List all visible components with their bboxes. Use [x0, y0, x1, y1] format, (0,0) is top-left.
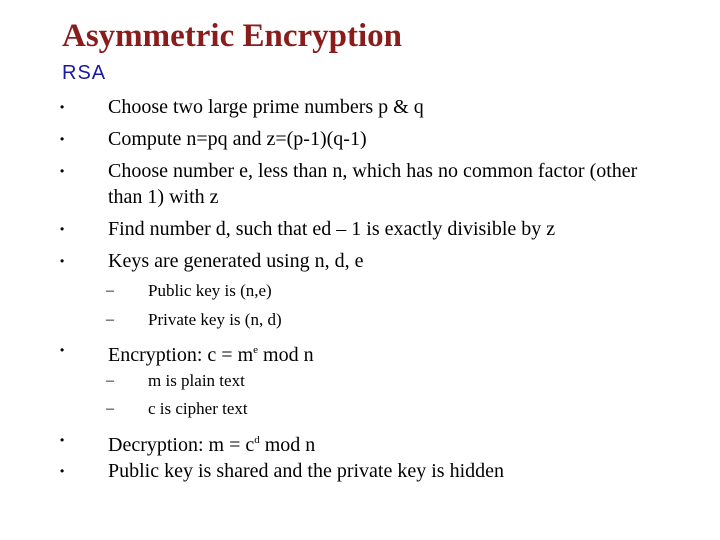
bullet-marker: • — [60, 164, 65, 178]
bullet-text-continued: than 1) with z — [108, 186, 219, 208]
bullet-text: Find number d, such that ed – 1 is exactly divisible by z — [108, 218, 556, 240]
sub-bullet-dash: – — [106, 372, 114, 389]
slide-title: Asymmetric Encryption — [62, 18, 403, 54]
bullet-text: Public key is shared and the private key is hidden — [108, 460, 505, 482]
formula-exponent: d — [254, 434, 260, 446]
sub-bullet-dash: – — [106, 311, 114, 328]
sub-bullet-text: Public key is (n,e) — [148, 281, 272, 300]
bullet-marker: • — [60, 343, 65, 357]
sub-bullet-text: m is plain text — [148, 371, 245, 390]
formula-prefix: Decryption: m = c — [108, 434, 255, 456]
bullet-marker: • — [60, 254, 65, 268]
bullet-text: Keys are generated using n, d, e — [108, 250, 364, 272]
formula-suffix: mod n — [259, 434, 316, 456]
bullet-text: Compute n=pq and z=(p-1)(q-1) — [108, 128, 367, 150]
bullet-text-formula — [108, 337, 314, 368]
formula-suffix: mod n — [258, 344, 314, 366]
bullet-marker: • — [60, 433, 65, 447]
formula-exponent: e — [253, 344, 259, 356]
sub-bullet-text: Private key is (n, d) — [148, 310, 282, 329]
bullet-marker: • — [60, 222, 65, 236]
sub-bullet-dash: – — [106, 400, 114, 417]
bullet-marker: • — [60, 100, 65, 114]
slide-subtitle: RSA — [62, 62, 107, 84]
bullet-marker: • — [60, 132, 65, 146]
sub-bullet-dash: – — [106, 282, 114, 299]
bullet-text: Choose two large prime numbers p & q — [108, 96, 424, 118]
sub-bullet-text: c is cipher text — [148, 399, 248, 418]
bullet-text: Choose number e, less than n, which has no common factor (other — [108, 160, 638, 182]
bullet-text-formula — [108, 427, 315, 458]
formula-prefix: Encryption: c = m — [108, 344, 254, 366]
bullet-marker: • — [60, 464, 65, 478]
